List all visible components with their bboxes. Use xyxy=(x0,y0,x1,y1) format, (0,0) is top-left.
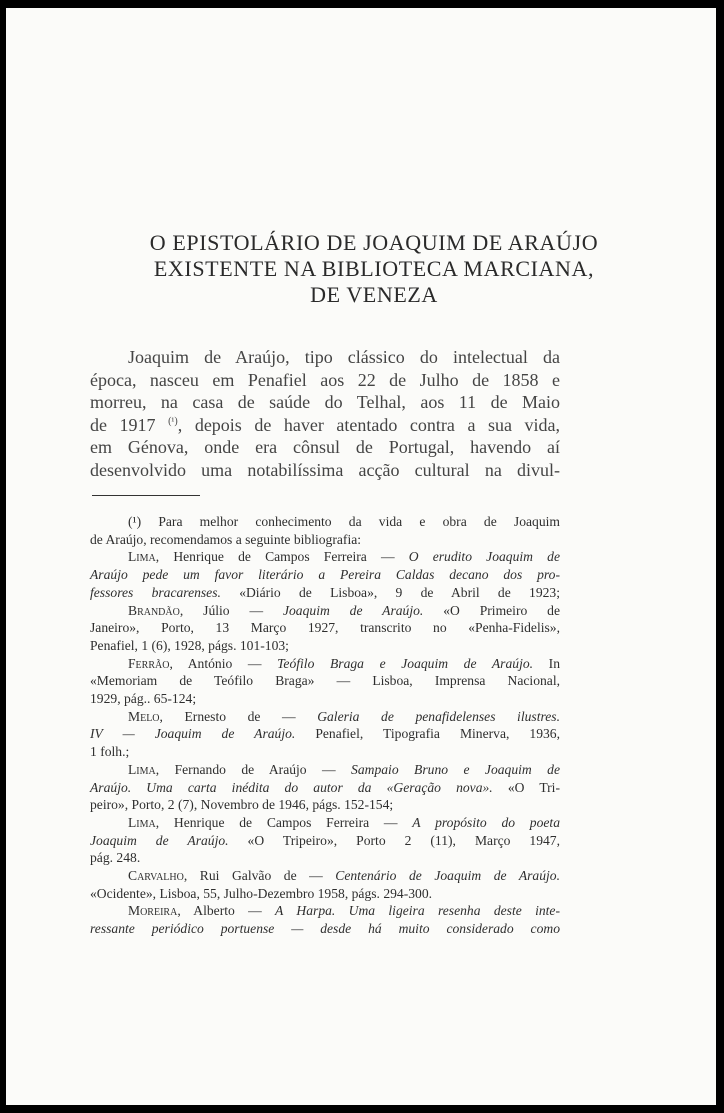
reference-line: IV — Joaquim de Araújo. Penafiel, Tipografia Minerva, 1936, xyxy=(90,726,560,742)
title-line: EXISTENTE NA BIBLIOTECA MARCIANA, xyxy=(153,256,595,281)
reference-author: Lima xyxy=(128,549,156,565)
reference-line: Carvalho, Rui Galvão de — Centenário de Joaquim de Araújo. xyxy=(128,868,560,884)
body-line: época, nasceu em Penafiel aos 22 de Julho de 1858 e xyxy=(90,369,560,390)
title-line: DE VENEZA xyxy=(310,282,438,307)
body-year: de 1917 xyxy=(90,414,156,435)
reference-line: 1929, pág.. 65-124; xyxy=(90,691,197,707)
reference-line: Lima, Henrique de Campos Ferreira — O erudito Joaquim de xyxy=(128,549,560,565)
reference-line: Brandão, Júlio — Joaquim de Araújo. «O Primeiro de xyxy=(128,602,561,618)
reference-line: Penafiel, 1 (6), 1928, págs. 101-103; xyxy=(90,637,289,653)
body-line: desenvolvido uma notabilíssima acção cultural na divul- xyxy=(90,459,560,480)
reference-line: peiro», Porto, 2 (7), Novembro de 1946, págs. 152-154; xyxy=(90,797,394,813)
reference-author: Ferrão xyxy=(128,655,170,671)
body-paragraph xyxy=(90,346,560,482)
reference-author: Melo xyxy=(128,708,160,724)
reference-author: Moreira xyxy=(128,903,178,919)
reference-line: Lima, Henrique de Campos Ferreira — A propósito do poeta xyxy=(128,814,560,830)
body-line: Joaquim de Araújo, tipo clássico do intelectual da xyxy=(128,347,560,367)
footnote-separator xyxy=(92,495,200,496)
body-line: de 1917 $^{(^1)}$, depois de haver atentado contra a sua vida, xyxy=(90,414,561,435)
body-line: morreu, na casa de saúde do Telhal, aos 11 de Maio xyxy=(90,392,560,413)
reference-line: «Ocidente», Lisboa, 55, Julho-Dezembro 1958, págs. 294-300. xyxy=(90,885,433,901)
reference-line: Araújo. Uma carta inédita do autor da «Geração nova». «O Tri- xyxy=(90,779,560,795)
reference-author: Lima xyxy=(128,814,156,830)
title-line: O EPISTOLÁRIO DE JOAQUIM DE ARAÚJO xyxy=(149,230,599,255)
reference-line: ressante periódico portuense — desde há muito considerado como xyxy=(90,921,560,937)
footnote-marker: (¹) xyxy=(128,514,142,529)
reference-line: Araújo pede um favor literário a Pereira Caldas decano dos pro- xyxy=(90,567,560,583)
reference-author: Lima xyxy=(128,761,156,777)
reference-line: pág. 248. xyxy=(90,850,141,866)
article-title xyxy=(94,230,654,308)
reference-line: Melo, Ernesto de — Galeria de penafidelenses ilustres. xyxy=(128,708,560,724)
reference-line: 1 folh.; xyxy=(90,744,130,760)
footnote-line: de Araújo, recomendamos a seguinte bibliografia: xyxy=(90,531,362,547)
footnote-reference: (¹) xyxy=(168,415,178,427)
body-line-text: depois de haver atentado contra a sua vida, xyxy=(194,414,561,435)
reference-line: Janeiro», Porto, 13 Março 1927, transcrito no «Penha-Fidelis», xyxy=(90,620,560,636)
reference-author: Brandão xyxy=(128,602,180,618)
reference-line: fessores bracarenses. «Diário de Lisboa», 9 de Abril de 1923; xyxy=(90,584,560,600)
reference-line: Moreira, Alberto — A Harpa. Uma ligeira resenha deste inte- xyxy=(128,903,560,919)
document-page xyxy=(6,8,716,1105)
reference-line: Lima, Fernando de Araújo — Sampaio Bruno e Joaquim de xyxy=(128,761,560,777)
footnote-block xyxy=(90,513,560,938)
reference-line: Ferrão, António — Teófilo Braga e Joaquim de Araújo. In xyxy=(128,655,560,671)
footnote-line: (¹) Para melhor conhecimento da vida e obra de Joaquim xyxy=(128,514,560,529)
body-line: em Génova, onde era cônsul de Portugal, havendo aí xyxy=(90,437,560,458)
reference-line: «Memoriam de Teófilo Braga» — Lisboa, Imprensa Nacional, xyxy=(90,673,560,689)
reference-author: Carvalho xyxy=(128,868,184,884)
reference-line: Joaquim de Araújo. «O Tripeiro», Porto 2 (11), Março 1947, xyxy=(90,832,561,848)
